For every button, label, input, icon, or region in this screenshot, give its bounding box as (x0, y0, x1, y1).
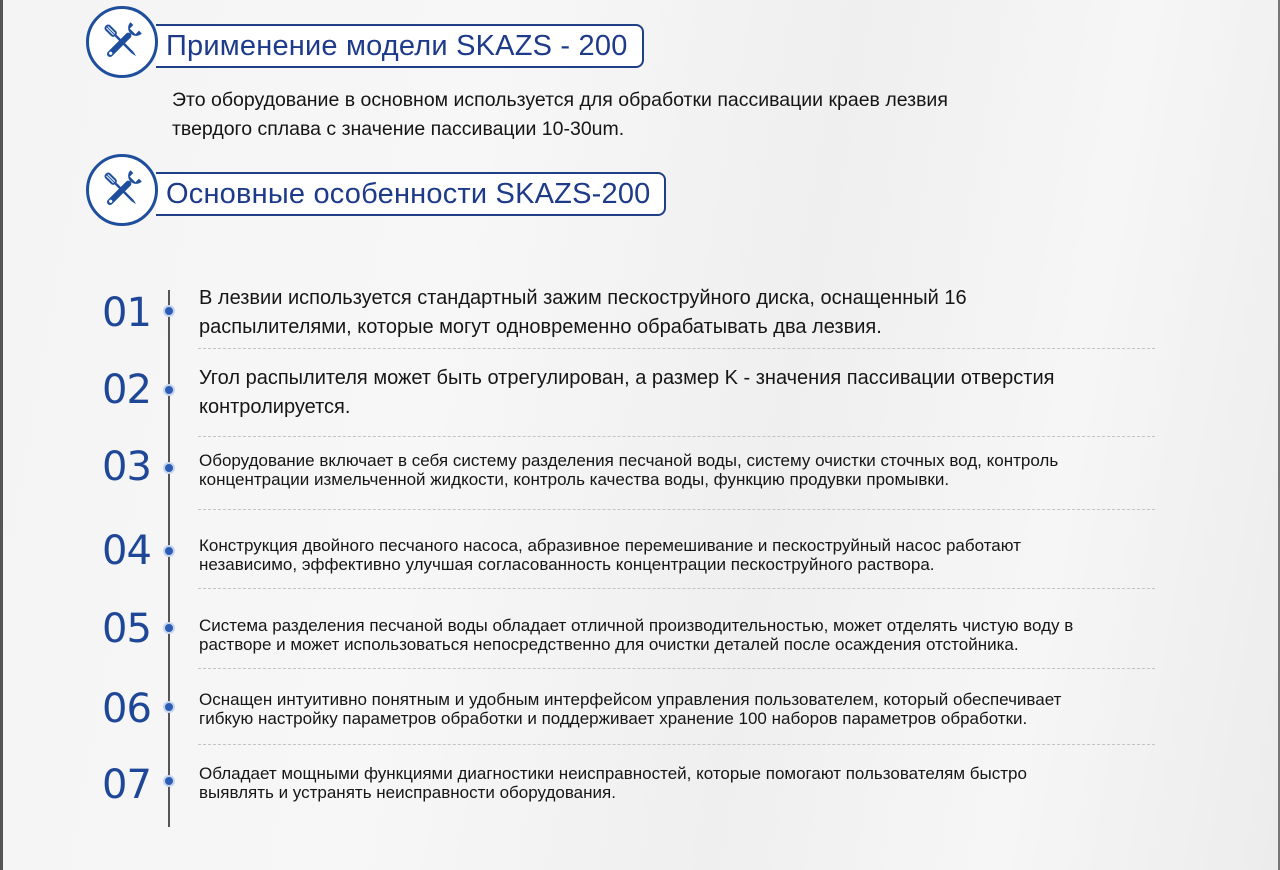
feature-number: 02 (102, 367, 151, 413)
intro-line: твердого сплава с значение пассивации 10-30um. (172, 118, 625, 140)
feature-line: Оснащен интуитивно понятным и удобным интерфейсом управления пользователем, который обеспечивает (199, 690, 1062, 709)
timeline-dot (163, 701, 175, 713)
dashed-divider (198, 436, 1155, 437)
feature-line: независимо, эффективно улучшая согласованность концентрации пескоструйного раствора. (199, 555, 935, 574)
timeline-dot (163, 305, 175, 317)
feature-number: 07 (102, 762, 151, 808)
timeline-dot (163, 775, 175, 787)
feature-line: гибкую настройку параметров обработки и поддерживает хранение 100 наборов параметров обработки. (199, 709, 1028, 728)
feature-line: Система разделения песчаной воды обладает отличной производительностью, может отделять чистую воду в (199, 616, 1074, 635)
section-title-box (156, 24, 644, 68)
section-title-box (156, 172, 666, 216)
feature-line: концентрации измельченной жидкости, контроль качества воды, функцию продувки промывки. (199, 470, 950, 489)
feature-line: Конструкция двойного песчаного насоса, абразивное перемешивание и пескоструйный насос работают (199, 536, 1021, 555)
timeline-dot (163, 545, 175, 557)
dashed-divider (198, 668, 1155, 669)
feature-line: Оборудование включает в себя систему разделения песчаной воды, систему очистки сточных вод, контроль (199, 451, 1059, 470)
left-border (0, 0, 3, 870)
feature-number: 01 (102, 290, 151, 336)
feature-text (199, 284, 1259, 342)
section-title: Применение модели SKAZS - 200 (166, 29, 628, 62)
feature-text (199, 690, 1259, 728)
feature-line: растворе и может использоваться непосредственно для очистки деталей после осаждения отстойника. (199, 635, 1019, 654)
dashed-divider (198, 348, 1155, 349)
feature-line: Угол распылителя может быть отрегулирован, а размер K - значения пассивации отверстия (199, 367, 1055, 389)
tools-icon (86, 6, 158, 78)
tools-icon (86, 154, 158, 226)
dashed-divider (198, 588, 1155, 589)
feature-text (199, 451, 1259, 489)
feature-line: контролируется. (199, 396, 351, 418)
intro-paragraph (172, 86, 1162, 144)
feature-text (199, 616, 1259, 654)
feature-text (199, 364, 1259, 422)
feature-text (199, 764, 1259, 802)
timeline-line (168, 290, 170, 827)
feature-text (199, 536, 1259, 574)
feature-line: выявлять и устранять неисправности оборудования. (199, 783, 616, 802)
feature-number: 06 (102, 686, 151, 732)
feature-number: 04 (102, 528, 151, 574)
timeline-dot (163, 622, 175, 634)
section-title: Основные особенности SKAZS-200 (166, 177, 651, 210)
feature-number: 05 (102, 606, 151, 652)
feature-number: 03 (102, 444, 151, 490)
intro-line: Это оборудование в основном используется для обработки пассивации краев лезвия (172, 89, 948, 111)
feature-line: В лезвии используется стандартный зажим пескоструйного диска, оснащенный 16 (199, 287, 967, 309)
dashed-divider (198, 744, 1155, 745)
feature-line: распылителями, которые могут одновременно обрабатывать два лезвия. (199, 316, 882, 338)
feature-line: Обладает мощными функциями диагностики неисправностей, которые помогают пользователям быстро (199, 764, 1027, 783)
dashed-divider (198, 509, 1155, 510)
timeline-dot (163, 462, 175, 474)
timeline-dot (163, 384, 175, 396)
